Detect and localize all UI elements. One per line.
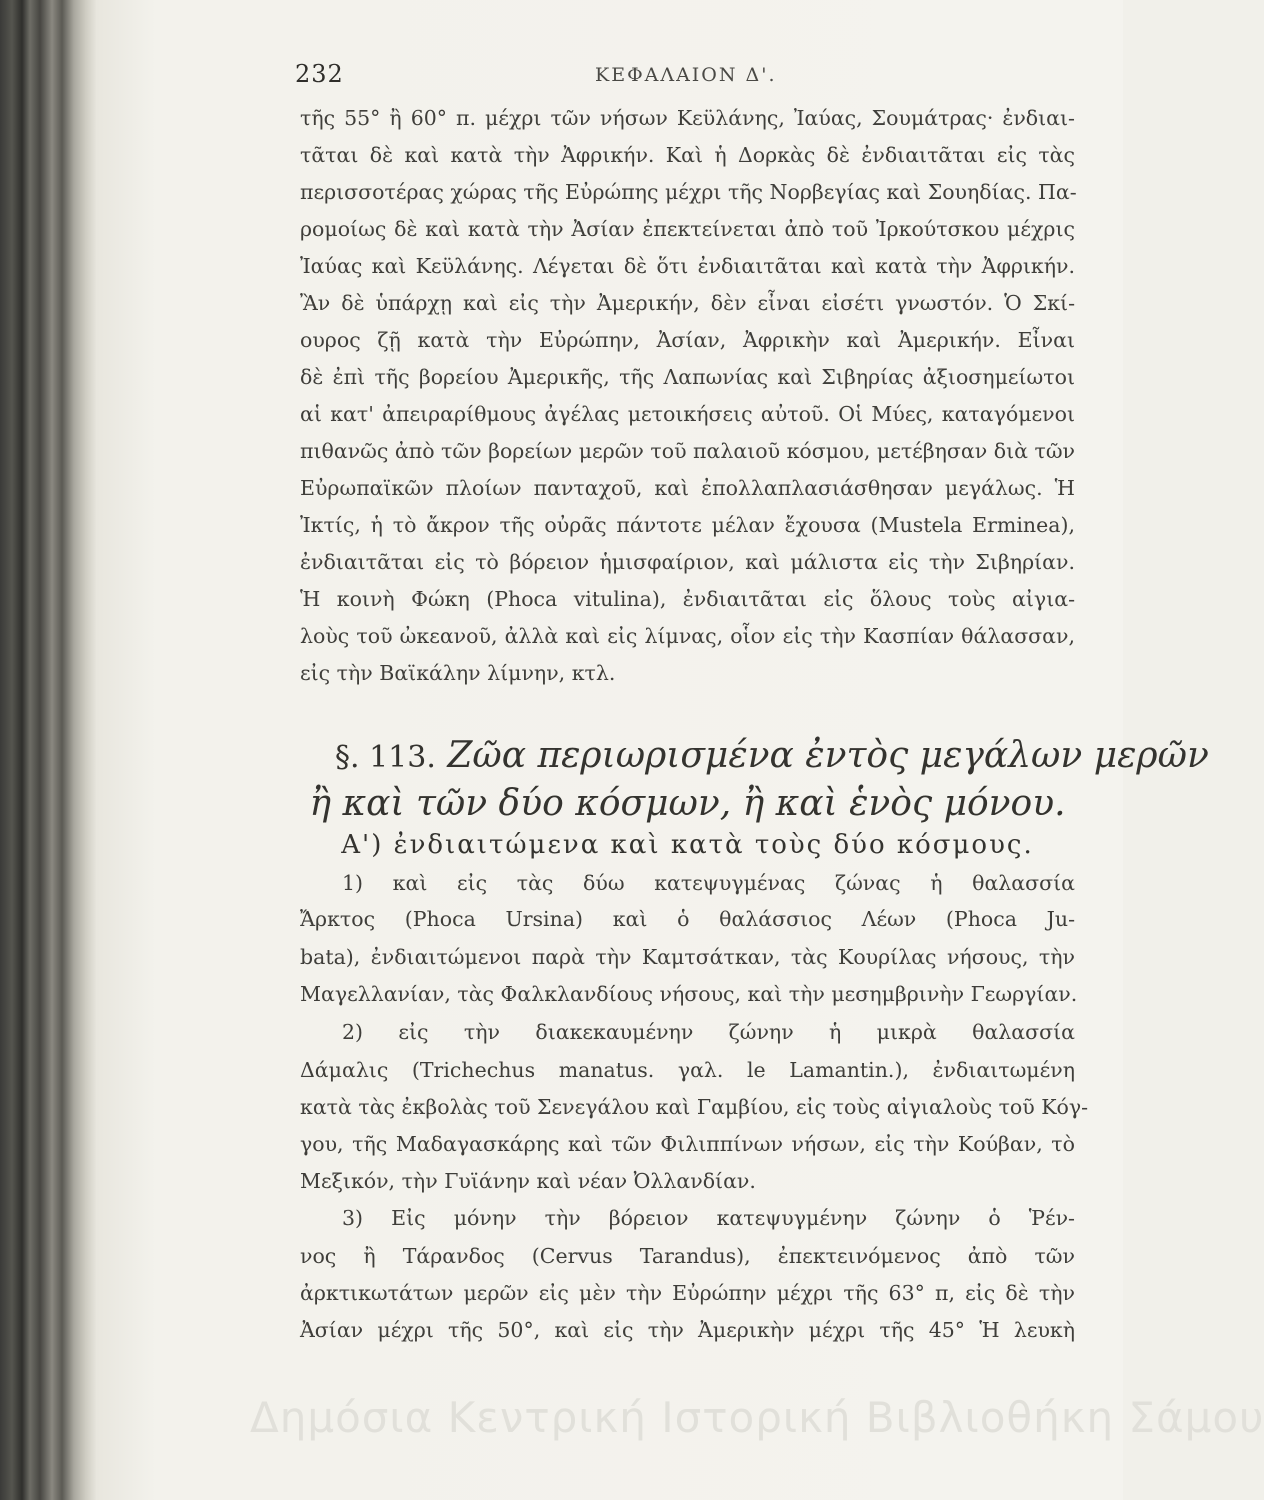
text-line: Ἰκτίς, ἡ τὸ ἄκρον τῆς οὐρᾶς πάντοτε μέλαν ἔχουσα (Mustela Erminea),: [300, 513, 1075, 537]
section-subtitle: Α') ἐνδιαιτώμενα καὶ κατὰ τοὺς δύο κόσμους.: [341, 830, 1034, 860]
text-line: τᾶται δὲ καὶ κατὰ τὴν Ἀφρικήν. Καὶ ἡ Δορκὰς δὲ ἐνδιαιτᾶται εἰς τὰς: [300, 143, 1075, 167]
text-line: 3) Εἰς μόνην τὴν βόρειον κατεψυγμένην ζώνην ὁ Ῥέν-: [342, 1206, 1075, 1230]
text-line: πιθανῶς ἀπὸ τῶν βορείων μερῶν τοῦ παλαιοῦ κόσμου, μετέβησαν διὰ τῶν: [300, 439, 1075, 463]
text-line: τῆς 55° ἢ 60° π. μέχρι τῶν νήσων Κεϋλάνης, Ἰαύας, Σουμάτρας· ἐνδιαι-: [300, 106, 1075, 130]
text-line: Ἄρκτος (Phoca Ursina) καὶ ὁ θαλάσσιος Λέων (Phoca Ju-: [300, 907, 1075, 931]
text-line: ουρος ζῇ κατὰ τὴν Εὐρώπην, Ἀσίαν, Ἀφρικὴν καὶ Ἀμερικήν. Εἶναι: [300, 328, 1075, 352]
text-line: λοὺς τοῦ ὠκεανοῦ, ἀλλὰ καὶ εἰς λίμνας, οἷον εἰς τὴν Κασπίαν θάλασσαν,: [300, 624, 1075, 648]
text-line: Μαγελλανίαν, τὰς Φαλκλανδίους νήσους, καὶ τὴν μεσημβρινὴν Γεωργίαν.: [300, 982, 1078, 1006]
text-line: ἀρκτικωτάτων μερῶν εἰς μὲν τὴν Εὐρώπην μέχρι τῆς 63° π, εἰς δὲ τὴν: [300, 1281, 1075, 1305]
library-watermark: Δημόσια Κεντρική Ιστορική Βιβλιοθήκη Σάμου: [250, 1393, 1264, 1442]
section-title-line1: [335, 732, 1209, 782]
text-line: 1) καὶ εἰς τὰς δύω κατεψυγμένας ζώνας ἡ θαλασσία: [342, 871, 1075, 895]
text-line: Μεξικόν, τὴν Γυϊάνην καὶ νέαν Ὀλλανδίαν.: [300, 1169, 756, 1193]
text-line: περισσοτέρας χώρας τῆς Εὐρώπης μέχρι τῆς Νορβεγίας καὶ Σουηδίας. Πα-: [300, 180, 1077, 204]
section-title-text: Ζῶα περιωρισμένα ἐντὸς μεγάλων μερῶν: [447, 735, 1209, 776]
book-spine-edge: [0, 0, 96, 1500]
section-title-line2: ἢ καὶ τῶν δύο κόσμων, ἢ καὶ ἑνὸς μόνου.: [309, 783, 1066, 824]
text-line: ρομοίως δὲ καὶ κατὰ τὴν Ἀσίαν ἐπεκτείνεται ἀπὸ τοῦ Ἰρκούτσκου μέχρις: [300, 217, 1075, 241]
text-line: Ἡ κοινὴ Φώκη (Phoca vitulina), ἐνδιαιτᾶται εἰς ὅλους τοὺς αἰγια-: [300, 587, 1075, 611]
text-line: Ἰαύας καὶ Κεϋλάνης. Λέγεται δὲ ὅτι ἐνδιαιτᾶται καὶ κατὰ τὴν Ἀφρικήν.: [300, 254, 1075, 278]
section-number: §. 113.: [335, 740, 436, 775]
text-line: bata), ἐνδιαιτώμενοι παρὰ τὴν Καμτσάτκαν, τὰς Κουρίλας νήσους, τὴν: [300, 945, 1075, 969]
page-number: 232: [295, 60, 344, 88]
text-line: Δάμαλις (Trichechus manatus. γαλ. le Lamantin.), ἐνδιαιτωμένη: [300, 1058, 1075, 1082]
text-line: Ἀσίαν μέχρι τῆς 50°, καὶ εἰς τὴν Ἀμερικὴν μέχρι τῆς 45° Ἡ λευκὴ: [300, 1318, 1075, 1342]
text-line: νος ἢ Τάρανδος (Cervus Tarandus), ἐπεκτεινόμενος ἀπὸ τῶν: [300, 1244, 1075, 1268]
text-line: εἰς τὴν Βαϊκάλην λίμνην, κτλ.: [300, 661, 616, 685]
text-line: γου, τῆς Μαδαγασκάρης καὶ τῶν Φιλιππίνων νήσων, εἰς τὴν Κούβαν, τὸ: [300, 1132, 1075, 1156]
text-line: ἐνδιαιτᾶται εἰς τὸ βόρειον ἡμισφαίριον, καὶ μάλιστα εἰς τὴν Σιβηρίαν.: [300, 550, 1075, 574]
text-line: Εὐρωπαϊκῶν πλοίων πανταχοῦ, καὶ ἐπολλαπλασιάσθησαν μεγάλως. Ἡ: [300, 476, 1075, 500]
text-line: Ἂν δὲ ὑπάρχῃ καὶ εἰς τὴν Ἀμερικήν, δὲν εἶναι εἰσέτι γνωστόν. Ὁ Σκί-: [300, 291, 1075, 315]
text-line: 2) εἰς τὴν διακεκαυμένην ζώνην ἡ μικρὰ θαλασσία: [342, 1020, 1075, 1044]
chapter-heading: ΚΕΦΑΛΑΙΟΝ Δ'.: [595, 64, 777, 86]
text-line: κατὰ τὰς ἐκβολὰς τοῦ Σενεγάλου καὶ Γαμβίου, εἰς τοὺς αἰγιαλοὺς τοῦ Κόγ-: [300, 1095, 1089, 1119]
running-head: [295, 60, 1075, 100]
text-line: δὲ ἐπὶ τῆς βορείου Ἀμερικῆς, τῆς Λαπωνίας καὶ Σιβηρίας ἀξιοσημείωτοι: [300, 365, 1075, 389]
text-line: αἱ κατ' ἀπειραρίθμους ἀγέλας μετοικήσεις αὐτοῦ. Οἱ Μύες, καταγόμενοι: [300, 402, 1075, 426]
